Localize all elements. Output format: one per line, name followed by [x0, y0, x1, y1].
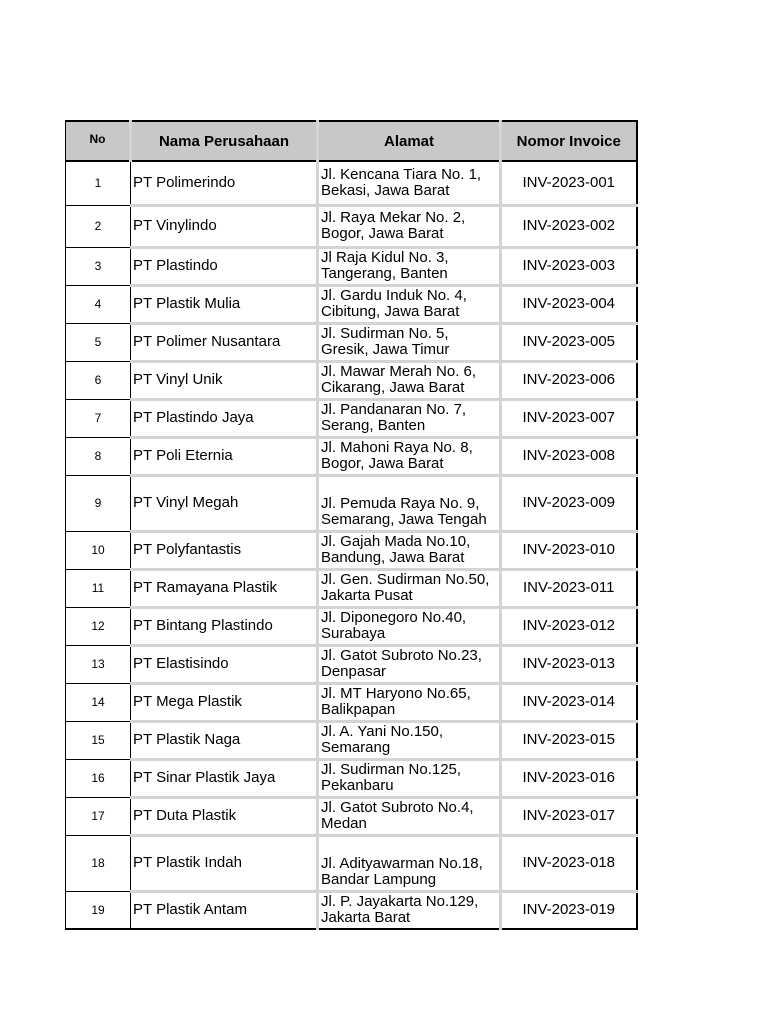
cell-nomor-invoice: INV-2023-017 — [501, 797, 637, 835]
cell-no: 18 — [66, 835, 131, 891]
table-row — [66, 721, 637, 759]
cell-alamat: Jl. Gajah Mada No.10, Bandung, Jawa Barat — [318, 531, 501, 569]
table-row — [66, 797, 637, 835]
cell-nama-perusahaan: PT Vinyl Megah — [131, 475, 318, 531]
table-row — [66, 645, 637, 683]
cell-nomor-invoice: INV-2023-016 — [501, 759, 637, 797]
cell-nomor-invoice: INV-2023-008 — [501, 437, 637, 475]
table-row — [66, 531, 637, 569]
table-row — [66, 759, 637, 797]
cell-no: 16 — [66, 759, 131, 797]
cell-nama-perusahaan: PT Polimerindo — [131, 161, 318, 205]
cell-nomor-invoice: INV-2023-003 — [501, 247, 637, 285]
cell-nomor-invoice: INV-2023-006 — [501, 361, 637, 399]
cell-nama-perusahaan: PT Plastik Mulia — [131, 285, 318, 323]
cell-nomor-invoice: INV-2023-001 — [501, 161, 637, 205]
table-row — [66, 891, 637, 929]
cell-nomor-invoice: INV-2023-014 — [501, 683, 637, 721]
cell-no: 15 — [66, 721, 131, 759]
cell-no: 11 — [66, 569, 131, 607]
table-body — [66, 161, 637, 929]
table-row — [66, 361, 637, 399]
cell-nama-perusahaan: PT Vinylindo — [131, 205, 318, 247]
cell-alamat: Jl. Sudirman No. 5, Gresik, Jawa Timur — [318, 323, 501, 361]
cell-no: 13 — [66, 645, 131, 683]
cell-nama-perusahaan: PT Mega Plastik — [131, 683, 318, 721]
invoice-table — [65, 120, 638, 930]
cell-no: 7 — [66, 399, 131, 437]
cell-nama-perusahaan: PT Polimer Nusantara — [131, 323, 318, 361]
cell-alamat: Jl. Gardu Induk No. 4, Cibitung, Jawa Barat — [318, 285, 501, 323]
cell-alamat: Jl. Mahoni Raya No. 8, Bogor, Jawa Barat — [318, 437, 501, 475]
table-row — [66, 161, 637, 205]
cell-nomor-invoice: INV-2023-019 — [501, 891, 637, 929]
cell-nama-perusahaan: PT Poli Eternia — [131, 437, 318, 475]
cell-alamat: Jl. Raya Mekar No. 2, Bogor, Jawa Barat — [318, 205, 501, 247]
cell-nama-perusahaan: PT Plastindo — [131, 247, 318, 285]
header-alamat: Alamat — [318, 121, 501, 161]
cell-no: 6 — [66, 361, 131, 399]
cell-no: 4 — [66, 285, 131, 323]
cell-nama-perusahaan: PT Duta Plastik — [131, 797, 318, 835]
cell-nama-perusahaan: PT Plastik Indah — [131, 835, 318, 891]
table-row — [66, 835, 637, 891]
cell-alamat: Jl. Pemuda Raya No. 9, Semarang, Jawa Tengah — [318, 475, 501, 531]
cell-no: 19 — [66, 891, 131, 929]
cell-nama-perusahaan: PT Sinar Plastik Jaya — [131, 759, 318, 797]
cell-nomor-invoice: INV-2023-004 — [501, 285, 637, 323]
cell-alamat: Jl. Adityawarman No.18, Bandar Lampung — [318, 835, 501, 891]
cell-no: 14 — [66, 683, 131, 721]
header-nomor-invoice: Nomor Invoice — [501, 121, 637, 161]
cell-alamat: Jl. Mawar Merah No. 6, Cikarang, Jawa Barat — [318, 361, 501, 399]
cell-nama-perusahaan: PT Vinyl Unik — [131, 361, 318, 399]
cell-no: 9 — [66, 475, 131, 531]
cell-nomor-invoice: INV-2023-010 — [501, 531, 637, 569]
cell-alamat: Jl. Gatot Subroto No.23, Denpasar — [318, 645, 501, 683]
cell-alamat: Jl. MT Haryono No.65, Balikpapan — [318, 683, 501, 721]
cell-no: 2 — [66, 205, 131, 247]
table-row — [66, 285, 637, 323]
table-row — [66, 683, 637, 721]
cell-nama-perusahaan: PT Plastik Antam — [131, 891, 318, 929]
cell-nomor-invoice: INV-2023-018 — [501, 835, 637, 891]
table-row — [66, 569, 637, 607]
cell-no: 1 — [66, 161, 131, 205]
cell-no: 3 — [66, 247, 131, 285]
cell-alamat: Jl. P. Jayakarta No.129, Jakarta Barat — [318, 891, 501, 929]
table-row — [66, 475, 637, 531]
cell-alamat: Jl. Sudirman No.125, Pekanbaru — [318, 759, 501, 797]
table-row — [66, 437, 637, 475]
cell-nomor-invoice: INV-2023-002 — [501, 205, 637, 247]
cell-alamat: Jl Raja Kidul No. 3, Tangerang, Banten — [318, 247, 501, 285]
table-row — [66, 205, 637, 247]
cell-nomor-invoice: INV-2023-009 — [501, 475, 637, 531]
cell-nomor-invoice: INV-2023-015 — [501, 721, 637, 759]
cell-nama-perusahaan: PT Polyfantastis — [131, 531, 318, 569]
header-no: No — [66, 121, 131, 161]
table-row — [66, 399, 637, 437]
cell-nomor-invoice: INV-2023-012 — [501, 607, 637, 645]
table-header-row — [66, 121, 637, 161]
cell-nama-perusahaan: PT Bintang Plastindo — [131, 607, 318, 645]
cell-alamat: Jl. A. Yani No.150, Semarang — [318, 721, 501, 759]
header-nama-perusahaan: Nama Perusahaan — [131, 121, 318, 161]
table-row — [66, 607, 637, 645]
cell-alamat: Jl. Pandanaran No. 7, Serang, Banten — [318, 399, 501, 437]
cell-nama-perusahaan: PT Elastisindo — [131, 645, 318, 683]
cell-no: 12 — [66, 607, 131, 645]
cell-no: 8 — [66, 437, 131, 475]
cell-no: 17 — [66, 797, 131, 835]
cell-alamat: Jl. Gen. Sudirman No.50, Jakarta Pusat — [318, 569, 501, 607]
cell-alamat: Jl. Diponegoro No.40, Surabaya — [318, 607, 501, 645]
cell-alamat: Jl. Gatot Subroto No.4, Medan — [318, 797, 501, 835]
cell-alamat: Jl. Kencana Tiara No. 1, Bekasi, Jawa Barat — [318, 161, 501, 205]
cell-nama-perusahaan: PT Plastindo Jaya — [131, 399, 318, 437]
cell-nomor-invoice: INV-2023-011 — [501, 569, 637, 607]
cell-nomor-invoice: INV-2023-005 — [501, 323, 637, 361]
table-row — [66, 247, 637, 285]
table-row — [66, 323, 637, 361]
cell-nomor-invoice: INV-2023-013 — [501, 645, 637, 683]
cell-nama-perusahaan: PT Ramayana Plastik — [131, 569, 318, 607]
cell-no: 10 — [66, 531, 131, 569]
cell-nama-perusahaan: PT Plastik Naga — [131, 721, 318, 759]
cell-nomor-invoice: INV-2023-007 — [501, 399, 637, 437]
cell-no: 5 — [66, 323, 131, 361]
